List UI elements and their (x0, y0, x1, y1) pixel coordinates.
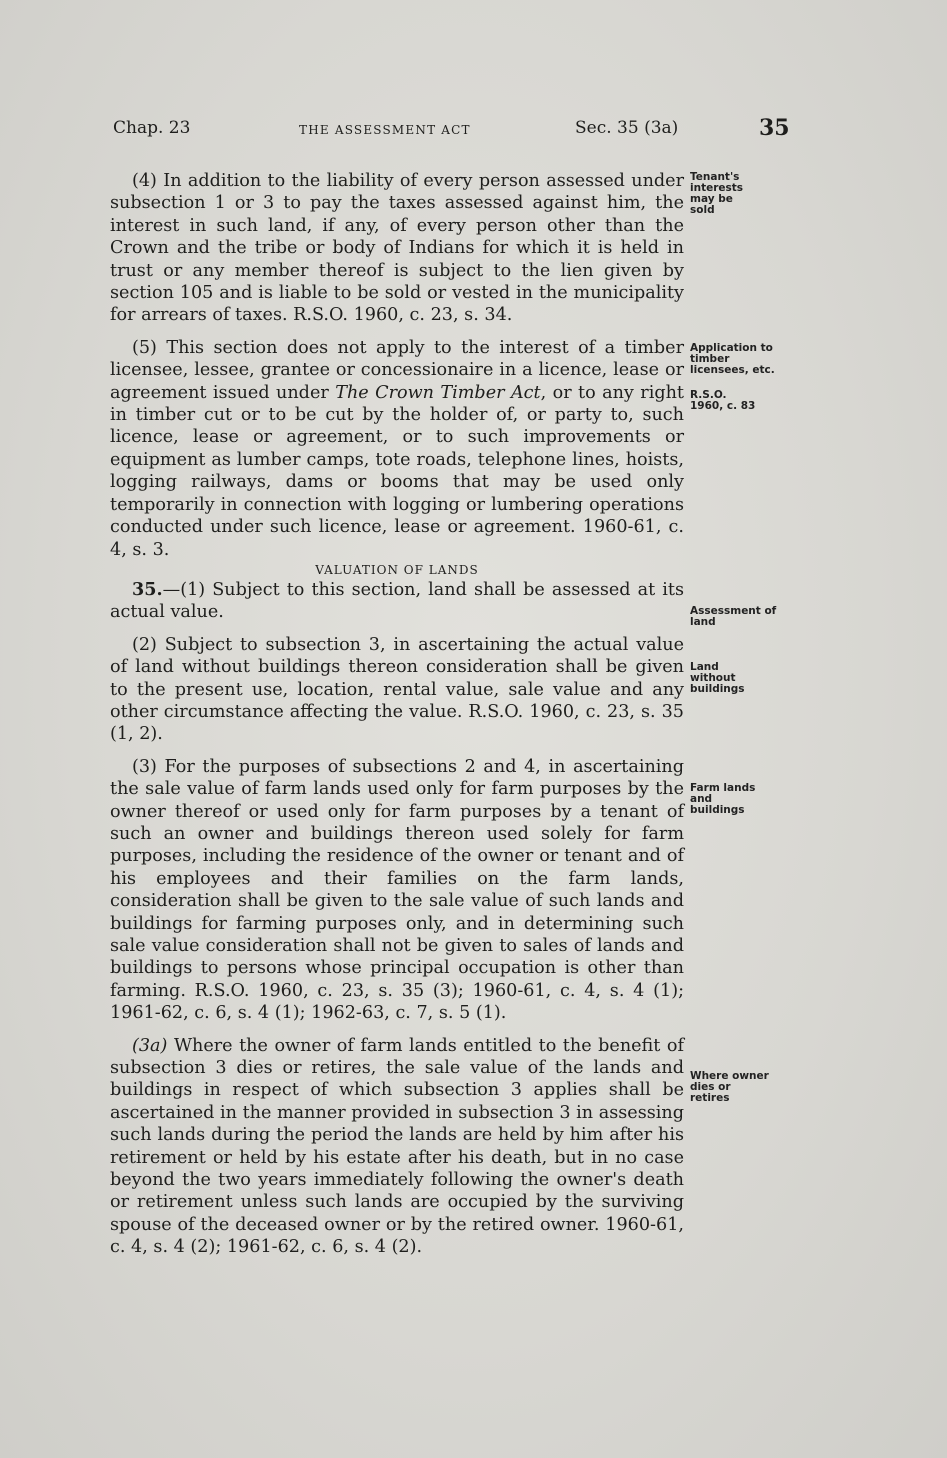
subsection-5-text-b: , or to any right in timber cut or to be cut by the holder of, or party to, such licence, lease or agreement, or to such improvements or equipment as lumber camps, tote roads, telephone lines, hoists, logging railways, dams or booms that may be used only temporarily in connection with logging or lumbering operations conducted under such licence, lease or agreement. 1960-61, c. 4, s. 3. (110, 382, 684, 560)
act-title: THE ASSESSMENT ACT (299, 123, 471, 137)
section-35-2: (2) Subject to subsection 3, in ascertaining the actual value of land without buildings thereon consideration shall be given to the present use, location, rental value, sale value and any other circumstance affecting the value. R.S.O. 1960, c. 23, s. 35 (1, 2). (110, 634, 684, 745)
margin-note-application: Application to timber licensees, etc. (690, 342, 775, 376)
section-35-1 (110, 579, 684, 624)
margin-note-rso: R.S.O. 1960, c. 83 (690, 389, 756, 412)
subsection-3a-label: (3a) (132, 1035, 168, 1056)
chapter-label: Chap. 23 (113, 118, 191, 138)
section-35-3a (110, 1035, 684, 1259)
margin-note-farm-lands: Farm lands and buildings (690, 782, 756, 816)
page-header (113, 115, 793, 148)
statute-body (110, 170, 684, 1259)
section-label: Sec. 35 (3a) (575, 118, 679, 138)
margin-note-tenants: Tenant's interests may be sold (690, 171, 744, 216)
section-35-3: (3) For the purposes of subsections 2 and 4, in ascertaining the sale value of farm lands used only for farm purposes by the owner thereof or used only for farm purposes by a tenant of such an owner and buildings thereon used solely for farm purposes, including the residence of the owner or tenant and of his employees and their families on the farm lands, consideration shall be given to the sale value of such lands and buildings for farming purposes only, and in determining such sale value consideration shall not be given to sales of lands and buildings to persons whose principal occupation is other than farming. R.S.O. 1960, c. 23, s. 35 (3); 1960-61, c. 4, s. 4 (1); 1961-62, c. 6, s. 4 (1); 1962-63, c. 7, s. 5 (1). (110, 756, 684, 1024)
crown-timber-act-title: The Crown Timber Act (335, 382, 541, 403)
subsection-5-text-a: (5) This section does not apply to the interest of a timber licensee, lessee, grantee or concessionaire in a licence, lease or agreement issued under (110, 337, 684, 403)
margin-note-assessment: Assessment of land (690, 605, 777, 628)
section-heading: VALUATION OF LANDS (315, 562, 479, 577)
section-number: 35. (132, 578, 163, 600)
margin-note-land-without-buildings: Land without buildings (690, 661, 745, 695)
section-35-3a-text: Where the owner of farm lands entitled to the benefit of subsection 3 dies or retires, the sale value of the lands and buildings in respect of which subsection 3 applies shall be ascertained in the manner provided in subsection 3 in assessing such lands during the period the lands are held by him after his retirement or held by his estate after his death, but in no case beyond the two years immediately following the owner's death or retirement unless such lands are occupied by the surviving spouse of the deceased owner or by the retired owner. 1960-61, c. 4, s. 4 (2); 1961-62, c. 6, s. 4 (2). (110, 1035, 684, 1258)
page-number: 35 (759, 115, 790, 141)
subsection-5 (110, 337, 684, 561)
margin-note-where-owner: Where owner dies or retires (690, 1070, 769, 1104)
section-35-1-text: —(1) Subject to this section, land shall be assessed at its actual value. (110, 579, 684, 623)
subsection-4: (4) In addition to the liability of every person assessed under subsection 1 or 3 to pay the taxes assessed against him, the interest in such land, if any, of every person other than the Crown and the tribe or body of Indians for which it is held in trust or any member thereof is subject to the lien given by section 105 and is liable to be sold or vested in the municipality for arrears of taxes. R.S.O. 1960, c. 23, s. 34. (110, 171, 684, 326)
